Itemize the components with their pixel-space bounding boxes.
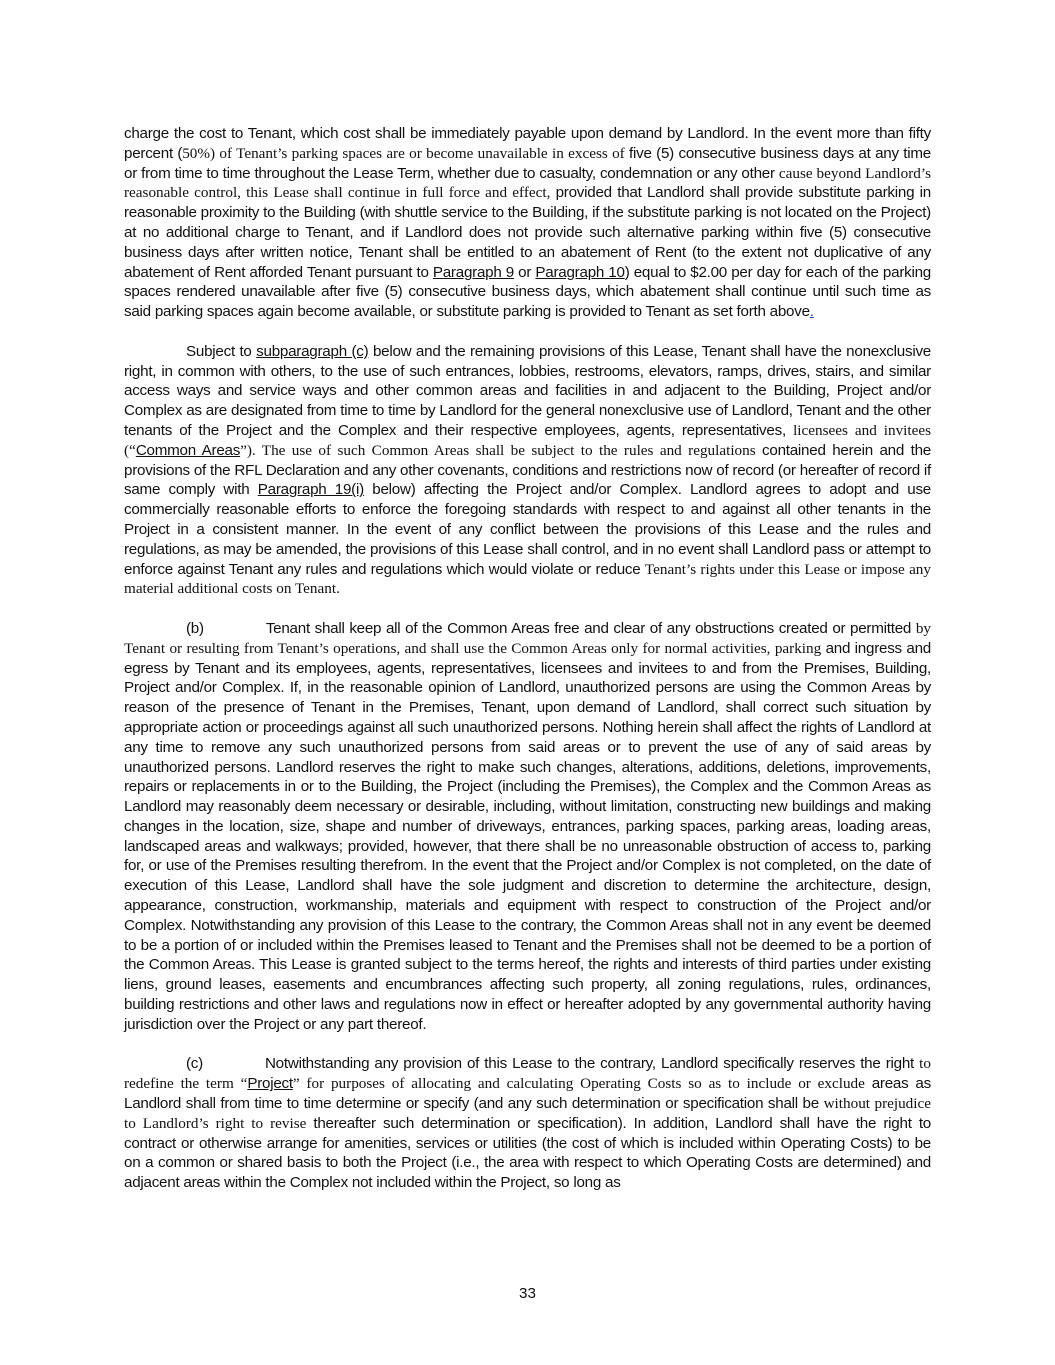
text-span: cause beyond Landlord’s reasonable control, this Lease shall continue in full force and effect, — [124, 164, 931, 202]
text-span: provided that Landlord shall provide substitute parking in reasonable proximity to the Building (with shuttle service to the Building, if the substitute parking is not located on the Project) at no additional charge to Tenant, and if Landlord does not provide such alternative parking within five (5) consecutive business days after written notice, Tenant shall be entitled to an abatement of Rent (to the extent not duplicative of any abatement of Rent afforded Tenant pursuant to — [124, 184, 931, 281]
text-span: Notwithstanding any provision of this Lease to the contrary, Landlord specifically reserves the right — [264, 1055, 920, 1073]
text-span: contained herein and the provisions of the RFL Declaration and any other covenants, conditions and restrictions now of record (or hereafter of record if same comply with — [124, 441, 932, 499]
text-span: ”). The use of such Common Areas shall be subject to the rules and regulations — [240, 441, 763, 459]
paragraph-c — [124, 1054, 931, 1193]
end-mark: . — [809, 303, 814, 321]
project-term: Project — [247, 1075, 293, 1093]
text-span: 50%) of Tenant’s parking spaces are or become unavailable in excess of — [182, 144, 630, 162]
text-span: and ingress and egress by Tenant and its employees, agents, representatives, licensees and invitees to and from the Premises, Building, Project and/or Complex. If, in the reasonable opinion of Landlord, unauthorized persons are using the Common Areas by reason of the presence of Tenant in the Premises, Tenant, upon demand of Landlord, shall correct such situation by appropriate action or proceedings against all such unauthorized persons. Nothing herein shall affect the rights of Landlord at any time to remove any such unauthorized persons from said areas or to prevent the use of any of said areas by unauthorized persons. Landlord reserves the right to make such changes, alterations, additions, deletions, improvements, repairs or replacements in or to the Building, the Project (including the Premises), the Complex and the Common Areas as Landlord may reasonably deem necessary or desirable, including, without limitation, constructing new buildings and making changes in the location, size, shape and number of driveways, entrances, parking spaces, parking areas, loading areas, landscaped areas and walkways; provided, however, that there shall be no unreasonable obstruction of access to, parking for, or use of the Premises resulting therefrom. In the event that the Project and/or Complex is not completed, on the date of execution of this Lease, Landlord shall have the sole judgment and discretion to determine the architecture, design, appearance, construction, workmanship, materials and equipment with respect to construction of the Project and/or Complex. Notwithstanding any provision of this Lease to the contrary, the Common Areas shall not in any event be deemed to be a portion of or included within the Premises leased to Tenant and the Premises shall not be deemed to be a portion of the Common Areas. This Lease is granted subject to the terms hereof, the rights and interests of third parties under existing liens, ground leases, easements and encumbrances affecting such property, all zoning regulations, rules, ordinances, building restrictions and other laws and regulations now in effect or hereafter adopted by any governmental authority having jurisdiction over the Project or any part thereof. — [124, 639, 931, 1033]
text-span: Tenant shall keep all of the Common Areas free and clear of any obstructions created or permitted — [265, 619, 916, 637]
paragraph-common-areas — [124, 342, 931, 599]
text-span: five (5) consecutive business days at any time or from time to time throughout the Lease Term, whether due to casualty, condemnation or any other — [124, 144, 931, 182]
text-span: without prejudice to Landlord’s right to revise — [124, 1095, 931, 1132]
common-areas-term: Common Areas — [135, 441, 241, 459]
text-span: charge the cost to Tenant, which cost shall be immediately payable upon demand by Landlord. In the event more than fifty percent ( — [124, 125, 931, 162]
text-span: ) equal to $2.00 per day for each of the parking spaces rendered unavailable after five (5) consecutive business days, which abatement shall continue until such time as said parking spaces again become available, or substitute parking is provided to Tenant as set forth above — [124, 263, 931, 321]
page-number: 33 — [519, 1285, 536, 1302]
paragraph-parking-abatement — [124, 124, 931, 322]
paragraph-b — [124, 619, 931, 1035]
text-span: below and the remaining provisions of this Lease, Tenant shall have the nonexclusive right, in common with others, to the use of such entrances, lobbies, restrooms, elevators, ramps, drives, stairs, and similar access ways and service ways and other common areas and facilities in and adjacent to the Building, Project and/or Complex as are designated from time to time by Landlord for the general nonexclusive use of Landlord, Tenant and the other tenants of the Project and the Complex and their respective employees, agents, representatives, — [124, 342, 931, 439]
text-span: areas as Landlord shall from time to time determine or specify (and any such determination or specification shall be — [124, 1075, 931, 1113]
text-span: by Tenant or resulting from Tenant’s operations, and shall use the Common Areas only for normal activities, parking — [124, 619, 931, 657]
text-span: ” for purposes of allocating and calculating Operating Costs so as to include or exclude — [292, 1075, 872, 1093]
paragraph-19i-reference: Paragraph 19(i) — [257, 481, 364, 499]
text-span: below) affecting the Project and/or Complex. Landlord agrees to adopt and use commercially reasonable efforts to enforce the foregoing standards with respect to and against all other tenants in the Project in a consistent manner. In the event of any conflict between the provisions of this Lease and the rules and regulations, as may be amended, the provisions of this Lease shall control, and in no event shall Landlord pass or attempt to enforce against Tenant any rules and regulations which would violate or reduce — [124, 481, 932, 578]
paragraph-label: (b) — [186, 619, 204, 637]
text-span: thereafter such determination or specification). In addition, Landlord shall have the right to contract or otherwise arrange for amenities, services or utilities (the cost of which is included within Operating Costs) to be on a common or shared basis to both the Project (i.e., the area with respect to which Operating Costs are determined) and adjacent areas within the Complex not included within the Project, so long as — [124, 1114, 931, 1192]
text-span: licensees and invitees (“ — [124, 421, 931, 459]
text-span: to redefine the term “ — [124, 1055, 931, 1093]
text-span: Subject to — [186, 342, 257, 360]
subparagraph-c-reference: subparagraph (c) — [256, 342, 369, 360]
paragraph-10-reference: Paragraph 10 — [535, 263, 625, 281]
document-page — [124, 124, 931, 1213]
text-span: Tenant’s rights under this Lease or impose any material additional costs on Tenant. — [124, 560, 931, 598]
text-span: or — [513, 263, 536, 281]
paragraph-9-reference: Paragraph 9 — [432, 263, 514, 281]
paragraph-label: (c) — [186, 1055, 203, 1073]
